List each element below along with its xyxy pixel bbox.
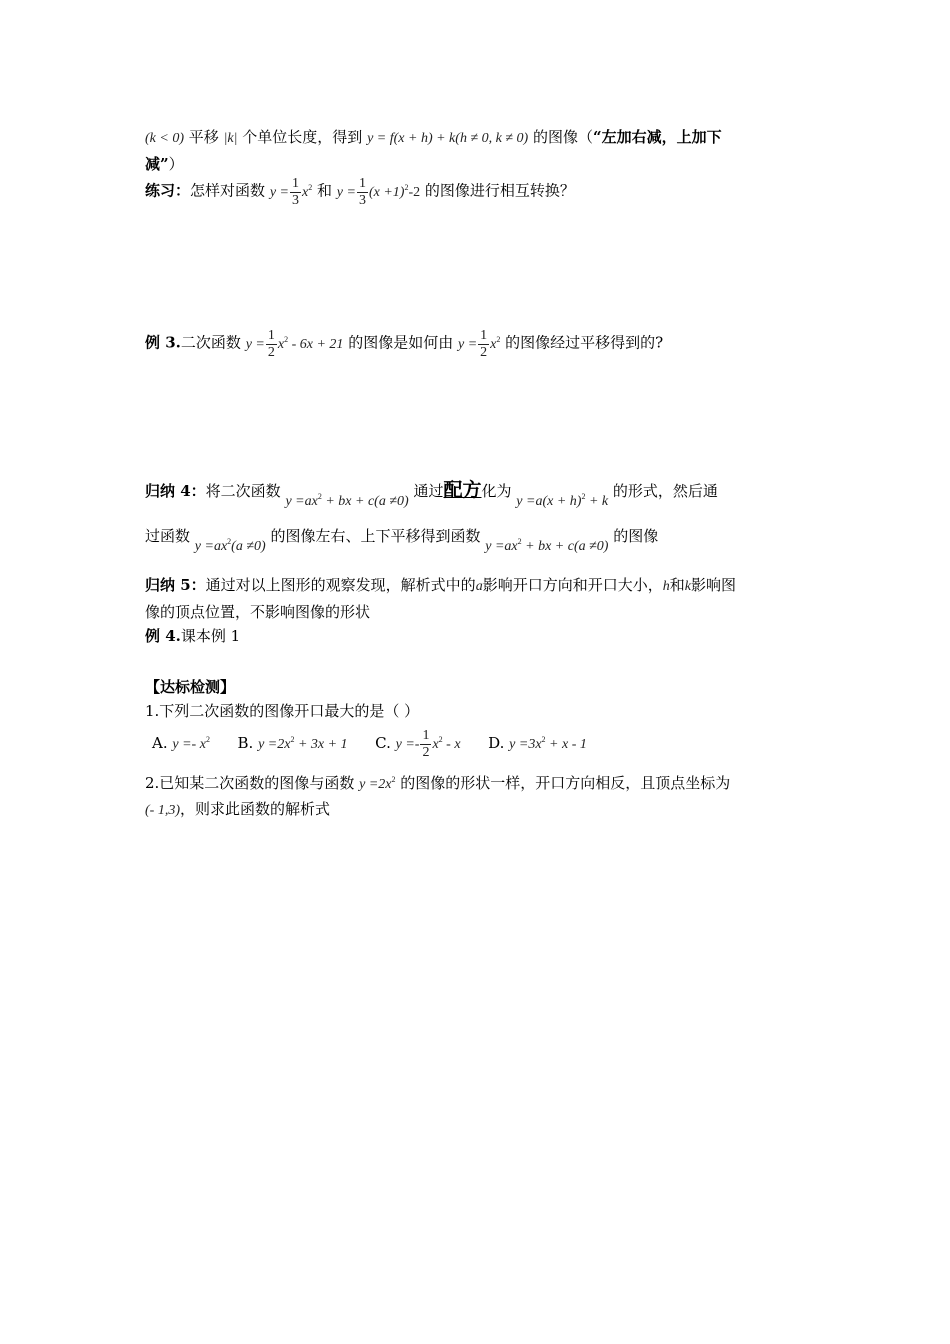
function-2: y = $\frac{1}{3}$ $(x +1)^2-2$ xyxy=(336,176,421,208)
text-segment: 个单位长度，得到 xyxy=(242,128,363,146)
fraction: $\frac{1}{3}$ xyxy=(291,176,299,208)
fraction: $\frac{1}{2}$ xyxy=(267,328,275,360)
summary-5-line-2 xyxy=(145,601,370,622)
example-3 xyxy=(145,328,663,361)
rule-mnemonic: “左加右减，上加下 xyxy=(592,128,722,146)
text-segment: 的图像（ xyxy=(532,128,593,146)
question-2-line-1 xyxy=(145,772,730,793)
condition-k-negative: (k < 0) xyxy=(145,131,184,146)
option-b: B. $y =2x^2 + 3x + 1$ xyxy=(237,733,348,752)
variable-k: k xyxy=(684,579,691,594)
basic-quadratic: $y =ax^2(a \ne 0)$ xyxy=(194,537,266,554)
text-segment: 和 xyxy=(669,576,685,594)
summary-5-line-1 xyxy=(145,574,736,595)
text-segment: ） xyxy=(168,155,184,173)
summary-4-line-2 xyxy=(145,525,659,554)
text-segment: 过函数 xyxy=(145,527,191,545)
vertex-coordinate: (- 1,3) xyxy=(145,803,180,818)
example-4 xyxy=(145,625,240,646)
translation-rule-line-2 xyxy=(145,153,184,174)
summary-5-label: 归纳 5： xyxy=(145,576,206,594)
fraction: $\frac{1}{3}$ xyxy=(358,176,366,208)
text-segment: 和 xyxy=(316,181,332,200)
function-1: y = $\frac{1}{3}$ $x^2$ xyxy=(269,176,313,208)
practice-label: 练习： xyxy=(145,181,191,200)
text-segment: 2.已知某二次函数的图像与函数 xyxy=(145,774,355,792)
text-segment: 的图像经过平移得到的? xyxy=(505,333,664,352)
text-segment: 影响图 xyxy=(690,576,736,594)
text-segment: 怎样对函数 xyxy=(190,181,266,200)
fraction: $\frac{1}{2}$ xyxy=(480,328,488,360)
general-quadratic: $y =ax^2$ + bx + c(a ≠0) xyxy=(285,492,409,509)
text-segment: 的图像的形状一样，开口方向相反，且顶点坐标为 xyxy=(400,774,731,792)
rule-mnemonic-end: 减” xyxy=(145,155,169,173)
option-a: A. $y =- x^2$ xyxy=(152,733,210,752)
example-3-label: 例 3. xyxy=(145,333,181,352)
section-heading xyxy=(145,676,235,697)
vertex-form: $y =a(x + h)^2 + k$ xyxy=(516,492,609,509)
function-1: y = $\frac{1}{2}$ $x^2 - 6x + 21$ xyxy=(245,328,344,360)
reference-function: $y =2x^2$ xyxy=(359,775,396,792)
text-segment: 的图像 xyxy=(613,527,659,545)
text-segment: 将二次函数 xyxy=(205,482,281,500)
question-1-text: 1.下列二次函数的图像开口最大的是（ ） xyxy=(145,702,420,720)
text-segment: 平移 xyxy=(188,128,219,146)
text-segment: ，则求此函数的解析式 xyxy=(180,800,331,818)
text-segment: 二次函数 xyxy=(180,333,241,352)
text-segment: 影响开口方向和开口大小， xyxy=(482,576,663,594)
variable-h: h xyxy=(662,579,670,594)
translation-rule-line-1 xyxy=(145,126,722,147)
section-title: 【达标检测】 xyxy=(145,678,236,696)
summary-4-line-1 xyxy=(145,475,718,509)
question-2-line-2 xyxy=(145,798,330,819)
text-segment: 化为 xyxy=(481,482,512,500)
example-4-label: 例 4. xyxy=(145,627,181,645)
variable-a: a xyxy=(475,579,483,594)
text-segment: 的形式，然后通 xyxy=(612,482,718,500)
text-segment: 的图像是如何由 xyxy=(348,333,454,352)
question-1-options xyxy=(152,728,587,761)
text-segment: 的图像进行相互转换？ xyxy=(424,181,575,200)
practice-question xyxy=(145,176,575,209)
text-segment: 课本例 1 xyxy=(180,627,241,645)
function-2: y = $\frac{1}{2}$ $x^2$ xyxy=(457,328,501,360)
text-segment: 像的顶点位置，不影响图像的形状 xyxy=(145,603,371,621)
text-segment: 通过 xyxy=(413,482,444,500)
option-c: C. y =- $\frac{1}{2}$ $x^2$ - x xyxy=(375,728,461,760)
general-quadratic: $y =ax^2$ + bx + c(a ≠0) xyxy=(485,537,609,554)
option-d: D. $y =3x^2 + x - 1$ xyxy=(488,733,587,752)
question-1 xyxy=(145,700,419,721)
text-segment: 通过对以上图形的观察发现，解析式中的 xyxy=(205,576,476,594)
completing-square-keyword: 配方 xyxy=(443,479,482,501)
summary-4-label: 归纳 4： xyxy=(145,482,206,500)
fraction: $\frac{1}{2}$ xyxy=(422,728,430,760)
abs-k: |k| xyxy=(223,131,238,146)
translated-function: y = f(x + h) + k(h ≠ 0, k ≠ 0) xyxy=(367,131,529,146)
text-segment: 的图像左右、上下平移得到函数 xyxy=(270,527,481,545)
